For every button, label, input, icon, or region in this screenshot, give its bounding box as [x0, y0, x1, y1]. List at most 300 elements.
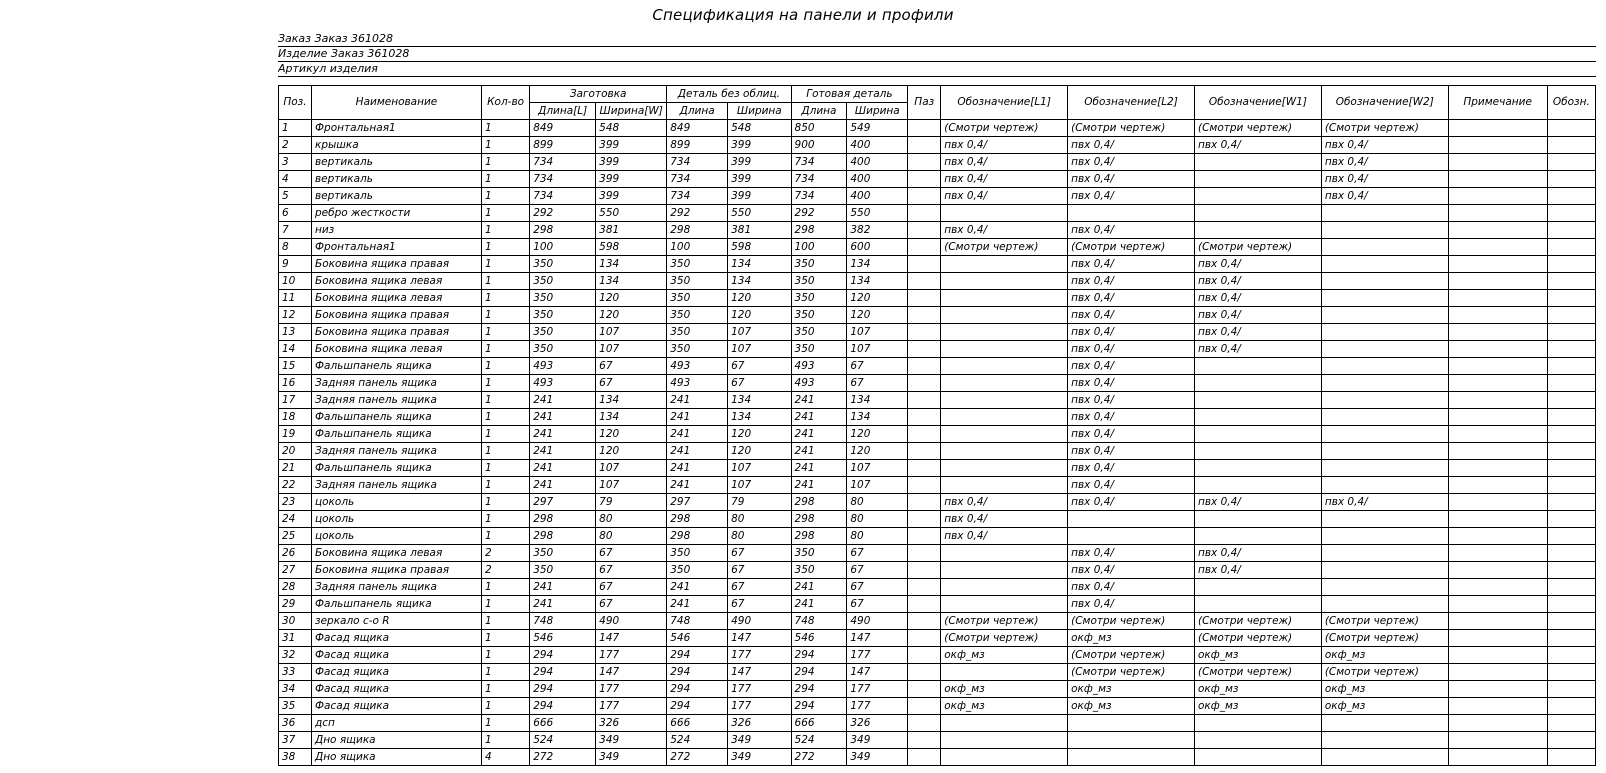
- table-row[interactable]: [279, 613, 1596, 630]
- cell-name: Боковина ящика правая: [311, 256, 481, 273]
- cell-qty: 1: [481, 239, 529, 256]
- th-l1: Обозначение[L1]: [941, 86, 1068, 120]
- cell-paz: [908, 579, 941, 596]
- cell-ready-length: 350: [791, 256, 847, 273]
- table-row[interactable]: [279, 647, 1596, 664]
- cell-name: Фронтальная1: [311, 120, 481, 137]
- cell-blank-length: 350: [530, 256, 596, 273]
- cell-ready-length: 734: [791, 171, 847, 188]
- cell-blank-width: 548: [596, 120, 667, 137]
- cell-detail-width: 67: [728, 596, 791, 613]
- table-row[interactable]: [279, 460, 1596, 477]
- cell-blank-width: 147: [596, 664, 667, 681]
- cell-qty: 2: [481, 545, 529, 562]
- table-row[interactable]: [279, 528, 1596, 545]
- cell-oboz-l1: [941, 562, 1068, 579]
- table-row[interactable]: [279, 341, 1596, 358]
- cell-name: Фасад ящика: [311, 681, 481, 698]
- cell-ready-length: 850: [791, 120, 847, 137]
- cell-name: Боковина ящика левая: [311, 545, 481, 562]
- cell-pos: 32: [279, 647, 312, 664]
- cell-paz: [908, 664, 941, 681]
- cell-name: Задняя панель ящика: [311, 477, 481, 494]
- cell-detail-width: 120: [728, 426, 791, 443]
- cell-pos: 37: [279, 732, 312, 749]
- cell-ready-width: 177: [847, 681, 908, 698]
- cell-detail-width: 381: [728, 222, 791, 239]
- cell-pos: 12: [279, 307, 312, 324]
- cell-name: крышка: [311, 137, 481, 154]
- cell-ready-length: 350: [791, 562, 847, 579]
- cell-ready-length: 294: [791, 647, 847, 664]
- cell-qty: 1: [481, 494, 529, 511]
- cell-oboz-l1: пвх 0,4/: [941, 171, 1068, 188]
- cell-oboz-l1: [941, 426, 1068, 443]
- cell-blank-length: 350: [530, 307, 596, 324]
- cell-detail-width: 134: [728, 256, 791, 273]
- cell-name: Фальшпанель ящика: [311, 426, 481, 443]
- cell-oboz-l1: [941, 324, 1068, 341]
- table-row[interactable]: [279, 222, 1596, 239]
- cell-oboz: [1547, 426, 1595, 443]
- cell-oboz: [1547, 749, 1595, 766]
- header-row-top: [279, 86, 1596, 103]
- cell-name: Фальшпанель ящика: [311, 358, 481, 375]
- cell-qty: 1: [481, 681, 529, 698]
- table-row[interactable]: [279, 562, 1596, 579]
- cell-note: [1448, 460, 1547, 477]
- cell-oboz-w1: [1194, 715, 1321, 732]
- cell-oboz-l2: пвх 0,4/: [1068, 443, 1195, 460]
- table-row[interactable]: [279, 511, 1596, 528]
- cell-blank-width: 80: [596, 511, 667, 528]
- cell-detail-length: 241: [667, 409, 728, 426]
- cell-pos: 2: [279, 137, 312, 154]
- cell-oboz-l2: пвх 0,4/: [1068, 222, 1195, 239]
- cell-detail-width: 399: [728, 171, 791, 188]
- cell-ready-width: 549: [847, 120, 908, 137]
- cell-oboz-w1: [1194, 392, 1321, 409]
- cell-qty: 1: [481, 613, 529, 630]
- cell-name: Задняя панель ящика: [311, 443, 481, 460]
- table-row[interactable]: [279, 426, 1596, 443]
- table-row[interactable]: [279, 494, 1596, 511]
- cell-note: [1448, 256, 1547, 273]
- cell-detail-length: 241: [667, 392, 728, 409]
- cell-oboz-w1: пвх 0,4/: [1194, 562, 1321, 579]
- cell-note: [1448, 596, 1547, 613]
- th-blank-wid: Ширина[W]: [596, 103, 667, 120]
- cell-ready-width: 67: [847, 358, 908, 375]
- cell-ready-width: 67: [847, 375, 908, 392]
- cell-name: Фасад ящика: [311, 647, 481, 664]
- cell-blank-width: 177: [596, 647, 667, 664]
- cell-pos: 31: [279, 630, 312, 647]
- cell-name: Боковина ящика правая: [311, 324, 481, 341]
- cell-oboz: [1547, 494, 1595, 511]
- cell-oboz-l2: пвх 0,4/: [1068, 477, 1195, 494]
- table-row[interactable]: [279, 205, 1596, 222]
- cell-oboz-w2: [1321, 290, 1448, 307]
- cell-oboz-l1: пвх 0,4/: [941, 528, 1068, 545]
- cell-ready-width: 107: [847, 477, 908, 494]
- cell-ready-width: 80: [847, 494, 908, 511]
- cell-paz: [908, 324, 941, 341]
- cell-oboz-l2: пвх 0,4/: [1068, 392, 1195, 409]
- cell-oboz-w2: [1321, 358, 1448, 375]
- table-row[interactable]: [279, 358, 1596, 375]
- cell-blank-width: 67: [596, 596, 667, 613]
- cell-blank-width: 79: [596, 494, 667, 511]
- cell-detail-width: 79: [728, 494, 791, 511]
- cell-oboz-w1: [1194, 477, 1321, 494]
- cell-oboz-l2: (Смотри чертеж): [1068, 120, 1195, 137]
- cell-oboz-w1: пвх 0,4/: [1194, 341, 1321, 358]
- cell-paz: [908, 256, 941, 273]
- cell-oboz-l2: пвх 0,4/: [1068, 188, 1195, 205]
- cell-paz: [908, 596, 941, 613]
- table-row[interactable]: [279, 307, 1596, 324]
- cell-ready-length: 272: [791, 749, 847, 766]
- cell-detail-width: 67: [728, 545, 791, 562]
- cell-oboz-w1: пвх 0,4/: [1194, 324, 1321, 341]
- cell-ready-length: 298: [791, 528, 847, 545]
- cell-note: [1448, 137, 1547, 154]
- table-row[interactable]: [279, 443, 1596, 460]
- cell-oboz-w2: [1321, 256, 1448, 273]
- cell-ready-width: 134: [847, 273, 908, 290]
- table-row[interactable]: [279, 256, 1596, 273]
- order-line: Заказ Заказ 361028: [278, 32, 1596, 47]
- cell-qty: 1: [481, 715, 529, 732]
- cell-oboz-w1: пвх 0,4/: [1194, 256, 1321, 273]
- table-row[interactable]: [279, 698, 1596, 715]
- cell-oboz-l1: (Смотри чертеж): [941, 120, 1068, 137]
- cell-pos: 8: [279, 239, 312, 256]
- cell-detail-width: 120: [728, 307, 791, 324]
- cell-oboz-w2: (Смотри чертеж): [1321, 630, 1448, 647]
- cell-oboz-l1: [941, 749, 1068, 766]
- cell-ready-width: 382: [847, 222, 908, 239]
- cell-oboz: [1547, 681, 1595, 698]
- cell-oboz-w2: пвх 0,4/: [1321, 154, 1448, 171]
- table-row[interactable]: [279, 630, 1596, 647]
- cell-pos: 13: [279, 324, 312, 341]
- cell-note: [1448, 715, 1547, 732]
- cell-blank-length: 350: [530, 562, 596, 579]
- cell-blank-length: 241: [530, 477, 596, 494]
- cell-pos: 24: [279, 511, 312, 528]
- cell-oboz-w1: окф_мз: [1194, 681, 1321, 698]
- cell-name: Фальшпанель ящика: [311, 596, 481, 613]
- table-row[interactable]: [279, 375, 1596, 392]
- cell-blank-width: 490: [596, 613, 667, 630]
- table-row[interactable]: [279, 596, 1596, 613]
- cell-oboz-l1: [941, 307, 1068, 324]
- cell-qty: 1: [481, 273, 529, 290]
- cell-blank-length: 493: [530, 375, 596, 392]
- cell-detail-width: 67: [728, 562, 791, 579]
- cell-paz: [908, 171, 941, 188]
- cell-oboz-l2: пвх 0,4/: [1068, 426, 1195, 443]
- cell-note: [1448, 477, 1547, 494]
- cell-oboz-l2: [1068, 715, 1195, 732]
- cell-blank-length: 294: [530, 681, 596, 698]
- cell-oboz-l2: пвх 0,4/: [1068, 409, 1195, 426]
- table-row[interactable]: [279, 188, 1596, 205]
- cell-name: Задняя панель ящика: [311, 579, 481, 596]
- cell-qty: 1: [481, 443, 529, 460]
- cell-ready-length: 241: [791, 477, 847, 494]
- cell-ready-width: 107: [847, 341, 908, 358]
- cell-detail-width: 349: [728, 749, 791, 766]
- cell-oboz-l2: (Смотри чертеж): [1068, 664, 1195, 681]
- cell-name: цоколь: [311, 494, 481, 511]
- cell-oboz-w1: пвх 0,4/: [1194, 273, 1321, 290]
- cell-qty: 1: [481, 630, 529, 647]
- cell-oboz-l2: пвх 0,4/: [1068, 273, 1195, 290]
- cell-ready-width: 67: [847, 562, 908, 579]
- cell-qty: 1: [481, 120, 529, 137]
- table-row[interactable]: [279, 290, 1596, 307]
- table-row[interactable]: [279, 579, 1596, 596]
- cell-oboz-w1: окф_мз: [1194, 698, 1321, 715]
- cell-pos: 11: [279, 290, 312, 307]
- cell-pos: 19: [279, 426, 312, 443]
- cell-name: Фасад ящика: [311, 630, 481, 647]
- cell-oboz-w2: [1321, 460, 1448, 477]
- cell-qty: 1: [481, 477, 529, 494]
- cell-blank-width: 107: [596, 324, 667, 341]
- table-row[interactable]: [279, 273, 1596, 290]
- cell-ready-length: 241: [791, 409, 847, 426]
- cell-pos: 1: [279, 120, 312, 137]
- cell-paz: [908, 494, 941, 511]
- cell-blank-width: 349: [596, 749, 667, 766]
- cell-note: [1448, 630, 1547, 647]
- cell-oboz: [1547, 273, 1595, 290]
- cell-blank-length: 734: [530, 188, 596, 205]
- cell-name: Фальшпанель ящика: [311, 460, 481, 477]
- cell-oboz-w1: (Смотри чертеж): [1194, 120, 1321, 137]
- cell-oboz-l1: окф_мз: [941, 681, 1068, 698]
- table-row[interactable]: [279, 392, 1596, 409]
- cell-ready-length: 241: [791, 443, 847, 460]
- cell-paz: [908, 715, 941, 732]
- cell-ready-width: 400: [847, 137, 908, 154]
- cell-pos: 17: [279, 392, 312, 409]
- cell-blank-length: 493: [530, 358, 596, 375]
- cell-pos: 20: [279, 443, 312, 460]
- cell-name: Задняя панель ящика: [311, 392, 481, 409]
- cell-oboz-w1: (Смотри чертеж): [1194, 664, 1321, 681]
- table-row[interactable]: [279, 409, 1596, 426]
- cell-oboz: [1547, 732, 1595, 749]
- cell-ready-length: 241: [791, 426, 847, 443]
- cell-oboz-l2: [1068, 732, 1195, 749]
- cell-ready-length: 294: [791, 664, 847, 681]
- cell-pos: 35: [279, 698, 312, 715]
- cell-pos: 4: [279, 171, 312, 188]
- cell-oboz: [1547, 647, 1595, 664]
- cell-oboz-w1: пвх 0,4/: [1194, 137, 1321, 154]
- cell-oboz: [1547, 324, 1595, 341]
- table-row[interactable]: [279, 664, 1596, 681]
- cell-pos: 21: [279, 460, 312, 477]
- cell-detail-length: 734: [667, 188, 728, 205]
- cell-oboz-l2: окф_мз: [1068, 630, 1195, 647]
- cell-note: [1448, 443, 1547, 460]
- cell-ready-length: 350: [791, 324, 847, 341]
- cell-detail-width: 147: [728, 664, 791, 681]
- cell-name: Дно ящика: [311, 749, 481, 766]
- cell-oboz: [1547, 256, 1595, 273]
- cell-blank-length: 100: [530, 239, 596, 256]
- table-row[interactable]: [279, 239, 1596, 256]
- table-row[interactable]: [279, 681, 1596, 698]
- cell-ready-width: 67: [847, 579, 908, 596]
- cell-oboz-l2: пвх 0,4/: [1068, 375, 1195, 392]
- cell-name: дсп: [311, 715, 481, 732]
- cell-qty: 1: [481, 392, 529, 409]
- cell-qty: 2: [481, 562, 529, 579]
- cell-oboz: [1547, 341, 1595, 358]
- cell-ready-length: 294: [791, 681, 847, 698]
- cell-note: [1448, 426, 1547, 443]
- table-row[interactable]: [279, 477, 1596, 494]
- cell-blank-width: 107: [596, 460, 667, 477]
- cell-paz: [908, 613, 941, 630]
- cell-oboz-l2: пвх 0,4/: [1068, 579, 1195, 596]
- cell-ready-length: 493: [791, 375, 847, 392]
- cell-qty: 1: [481, 528, 529, 545]
- cell-oboz-w1: [1194, 171, 1321, 188]
- cell-ready-width: 120: [847, 426, 908, 443]
- cell-detail-length: 241: [667, 596, 728, 613]
- cell-note: [1448, 324, 1547, 341]
- cell-paz: [908, 443, 941, 460]
- table-row[interactable]: [279, 171, 1596, 188]
- table-row[interactable]: [279, 732, 1596, 749]
- th-blank-group: Заготовка: [530, 86, 667, 103]
- cell-blank-width: 107: [596, 477, 667, 494]
- cell-oboz-l2: пвх 0,4/: [1068, 358, 1195, 375]
- cell-oboz-l1: пвх 0,4/: [941, 222, 1068, 239]
- th-dnf-len: Длина: [667, 103, 728, 120]
- table-row[interactable]: [279, 715, 1596, 732]
- cell-oboz-w1: [1194, 528, 1321, 545]
- cell-paz: [908, 205, 941, 222]
- cell-pos: 33: [279, 664, 312, 681]
- cell-blank-length: 272: [530, 749, 596, 766]
- cell-note: [1448, 392, 1547, 409]
- cell-paz: [908, 222, 941, 239]
- cell-oboz: [1547, 137, 1595, 154]
- cell-oboz-w1: [1194, 732, 1321, 749]
- cell-qty: 1: [481, 596, 529, 613]
- cell-note: [1448, 222, 1547, 239]
- th-w2: Обозначение[W2]: [1321, 86, 1448, 120]
- cell-note: [1448, 681, 1547, 698]
- cell-name: зеркало с-о R: [311, 613, 481, 630]
- cell-ready-width: 349: [847, 732, 908, 749]
- cell-detail-width: 349: [728, 732, 791, 749]
- cell-oboz-w1: пвх 0,4/: [1194, 307, 1321, 324]
- cell-qty: 1: [481, 460, 529, 477]
- cell-oboz: [1547, 579, 1595, 596]
- cell-blank-length: 350: [530, 273, 596, 290]
- cell-oboz-w2: (Смотри чертеж): [1321, 613, 1448, 630]
- cell-oboz-l2: пвх 0,4/: [1068, 154, 1195, 171]
- cell-blank-width: 381: [596, 222, 667, 239]
- cell-blank-length: 350: [530, 545, 596, 562]
- table-row[interactable]: [279, 749, 1596, 766]
- cell-oboz: [1547, 664, 1595, 681]
- cell-oboz-l2: окф_мз: [1068, 698, 1195, 715]
- cell-name: Боковина ящика правая: [311, 562, 481, 579]
- cell-blank-length: 241: [530, 460, 596, 477]
- cell-blank-length: 748: [530, 613, 596, 630]
- cell-note: [1448, 579, 1547, 596]
- cell-detail-length: 100: [667, 239, 728, 256]
- cell-blank-length: 350: [530, 341, 596, 358]
- cell-name: Фасад ящика: [311, 664, 481, 681]
- cell-oboz-l1: окф_мз: [941, 698, 1068, 715]
- cell-detail-length: 350: [667, 307, 728, 324]
- cell-note: [1448, 511, 1547, 528]
- table-row[interactable]: [279, 137, 1596, 154]
- cell-note: [1448, 358, 1547, 375]
- cell-blank-width: 177: [596, 698, 667, 715]
- cell-paz: [908, 477, 941, 494]
- cell-oboz: [1547, 562, 1595, 579]
- cell-detail-length: 294: [667, 647, 728, 664]
- cell-note: [1448, 698, 1547, 715]
- th-note: Примечание: [1448, 86, 1547, 120]
- table-row[interactable]: [279, 120, 1596, 137]
- cell-oboz: [1547, 392, 1595, 409]
- cell-paz: [908, 511, 941, 528]
- cell-ready-width: 349: [847, 749, 908, 766]
- cell-oboz-w2: [1321, 511, 1448, 528]
- cell-oboz-l2: пвх 0,4/: [1068, 324, 1195, 341]
- cell-blank-length: 350: [530, 324, 596, 341]
- table-row[interactable]: [279, 324, 1596, 341]
- cell-paz: [908, 647, 941, 664]
- cell-detail-width: 107: [728, 477, 791, 494]
- cell-blank-length: 241: [530, 443, 596, 460]
- cell-name: Боковина ящика левая: [311, 290, 481, 307]
- cell-detail-width: 177: [728, 698, 791, 715]
- cell-oboz-w1: пвх 0,4/: [1194, 494, 1321, 511]
- cell-pos: 23: [279, 494, 312, 511]
- cell-oboz-w2: пвх 0,4/: [1321, 494, 1448, 511]
- cell-oboz-w2: [1321, 715, 1448, 732]
- cell-detail-length: 241: [667, 460, 728, 477]
- cell-detail-width: 80: [728, 511, 791, 528]
- cell-note: [1448, 375, 1547, 392]
- cell-detail-width: 107: [728, 341, 791, 358]
- cell-oboz-w1: [1194, 460, 1321, 477]
- table-row[interactable]: [279, 154, 1596, 171]
- cell-oboz-w1: [1194, 154, 1321, 171]
- cell-oboz: [1547, 154, 1595, 171]
- table-row[interactable]: [279, 545, 1596, 562]
- cell-blank-length: 666: [530, 715, 596, 732]
- th-w1: Обозначение[W1]: [1194, 86, 1321, 120]
- th-rd-len: Длина: [791, 103, 847, 120]
- cell-oboz-l1: пвх 0,4/: [941, 137, 1068, 154]
